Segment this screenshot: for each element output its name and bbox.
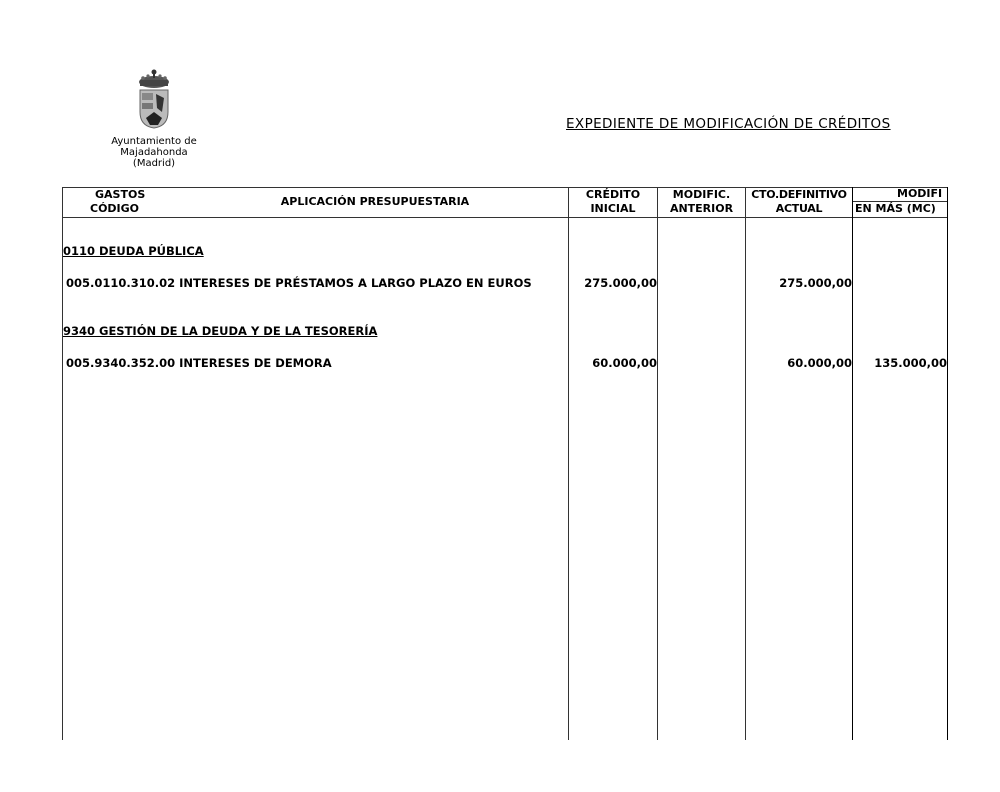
document-title: EXPEDIENTE DE MODIFICACIÓN DE CRÉDITOS [566,116,891,132]
row-cto-definitivo: 60.000,00 [787,356,852,370]
header-codigo-label: CÓDIGO [90,202,140,215]
header-modific-label: MODIFIC. [672,188,731,201]
organization-name [94,136,214,169]
header-aplicacion: APLICACIÓN PRESUPUESTARIA [280,195,470,208]
shield-icon [140,90,168,128]
header-gastos-label: GASTOS [95,188,146,201]
row-credito-inicial: 60.000,00 [592,356,657,370]
header-bottom-border [62,217,948,218]
column-divider [657,187,658,740]
column-divider [852,187,853,740]
column-divider [947,187,948,740]
section-title: 9340 GESTIÓN DE LA DEUDA Y DE LA TESORERÍA [63,324,378,338]
section-title: 0110 DEUDA PÚBLICA [63,244,204,258]
header-cto-definitivo [746,188,852,216]
header-anterior-label: ANTERIOR [669,202,734,215]
header-modificaciones-group [853,188,947,201]
org-name: Ayuntamiento de [111,136,197,147]
header-modific-anterior [658,188,745,216]
header-en-mas: EN MÁS (MC) [855,202,936,215]
header-inicial-label: INICIAL [590,202,636,215]
row-description: 005.0110.310.02 INTERESES DE PRÉSTAMOS A LARGO PLAZO EN EUROS [66,276,532,290]
header-modifi-label: MODIFI [897,188,943,200]
org-region: (Madrid) [132,158,176,169]
org-city: Majadahonda [120,147,188,158]
column-divider [568,187,569,740]
header-actual-label: ACTUAL [775,202,823,215]
crown-icon [139,70,169,89]
coat-of-arms-icon [136,68,172,130]
header-cto-label: CTO.DEFINITIVO [751,188,847,201]
row-en-mas: 135.000,00 [874,356,947,370]
row-cto-definitivo: 275.000,00 [779,276,852,290]
column-divider [745,187,746,740]
header-credito-inicial [569,188,657,216]
row-description: 005.9340.352.00 INTERESES DE DEMORA [66,356,332,370]
column-divider [62,187,63,740]
header-credito-label: CRÉDITO [585,188,641,201]
row-credito-inicial: 275.000,00 [584,276,657,290]
header-codigo [90,188,145,216]
